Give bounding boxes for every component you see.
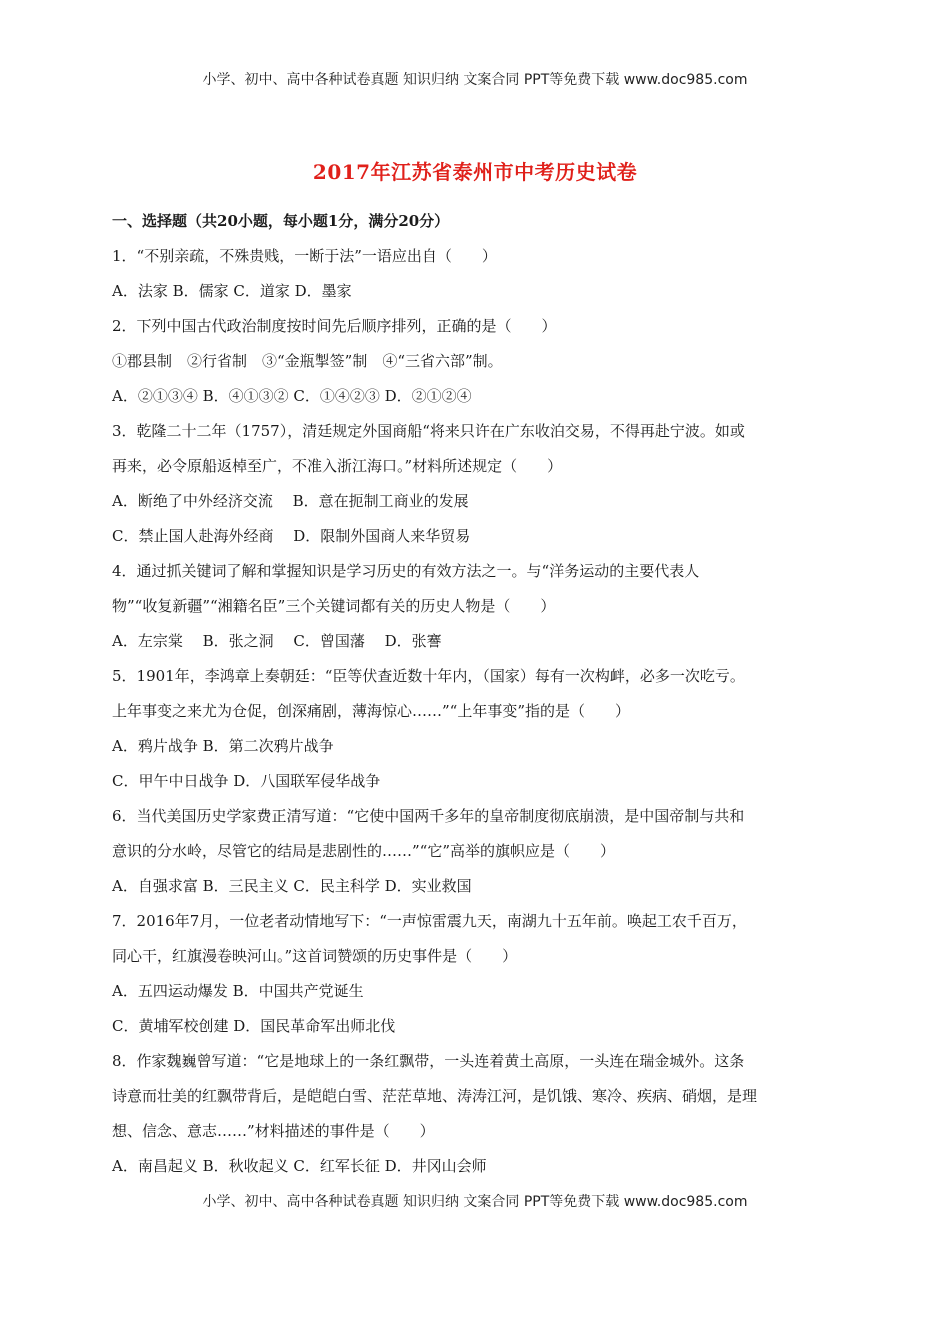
- question-1-stem: 1．“不别亲疏，不殊贵贱，一断于法”一语应出自（ ）: [112, 247, 497, 265]
- question-8-options: A．南昌起义 B．秋收起义 C．红军长征 D．井冈山会师: [112, 1157, 487, 1175]
- question-1-options: A．法家 B．儒家 C．道家 D．墨家: [112, 282, 352, 300]
- question-3-options-cd: C．禁止国人赴海外经商 D．限制外国商人来华贸易: [112, 527, 471, 545]
- question-4-options: A．左宗棠 B．张之洞 C．曾国藩 D．张謇: [112, 632, 442, 650]
- question-4-stem-line1: 4．通过抓关键词了解和掌握知识是学习历史的有效方法之一。与“洋务运动的主要代表人: [112, 562, 700, 580]
- question-6-stem-line2: 意识的分水岭，尽管它的结局是悲剧性的……”“它”高举的旗帜应是（ ）: [112, 842, 616, 860]
- question-7-options-ab: A．五四运动爆发 B．中国共产党诞生: [112, 982, 364, 1000]
- question-7-stem-line2: 同心干，红旗漫卷映河山。”这首词赞颂的历史事件是（ ）: [112, 947, 518, 965]
- page-footer: 小学、初中、高中各种试卷真题 知识归纳 文案合同 PPT等免费下载 www.doc985.com: [202, 1194, 748, 1210]
- question-3-stem-line2: 再来，必令原船返棹至广，不准入浙江海口。”材料所述规定（ ）: [112, 457, 563, 475]
- question-7-stem-line1: 7．2016年7月，一位老者动情地写下：“一声惊雷震九天，南湖九十五年前。唤起工农千百万，: [112, 912, 747, 930]
- exam-content: [112, 204, 840, 1184]
- question-6-options: A．自强求富 B．三民主义 C．民主科学 D．实业救国: [112, 877, 472, 895]
- question-5-stem-line2: 上年事变之来尤为仓促，创深痛剧，薄海惊心……”“上年事变”指的是（ ）: [112, 702, 631, 720]
- question-3-options-ab: A．断绝了中外经济交流 B．意在扼制工商业的发展: [112, 492, 469, 510]
- question-5-options-cd: C．甲午中日战争 D．八国联军侵华战争: [112, 772, 381, 790]
- question-7-options-cd: C．黄埔军校创建 D．国民革命军出师北伐: [112, 1017, 396, 1035]
- section-heading: 一、选择题（共20小题，每小题1分，满分20分）: [112, 212, 450, 230]
- question-8-stem-line3: 想、信念、意志……”材料描述的事件是（ ）: [112, 1122, 435, 1140]
- question-5-options-ab: A．鸦片战争 B．第二次鸦片战争: [112, 737, 334, 755]
- question-8-stem-line1: 8．作家魏巍曾写道：“它是地球上的一条红飘带，一头连着黄土高原，一头连在瑞金城外。这条: [112, 1052, 745, 1070]
- question-2-options: A．②①③④ B．④①③② C．①④②③ D．②①②④: [112, 387, 472, 405]
- question-6-stem-line1: 6．当代美国历史学家费正清写道：“它使中国两千多年的皇帝制度彻底崩溃，是中国帝制与共和: [112, 807, 745, 825]
- question-5-stem-line1: 5．1901年，李鸿章上奏朝廷：“臣等伏查近数十年内，（国家）每有一次构衅，必多一次吃亏。: [112, 667, 745, 685]
- question-3-stem-line1: 3．乾隆二十二年（1757），清廷规定外国商船“将来只许在广东收泊交易，不得再赴宁波。如或: [112, 422, 745, 440]
- question-2-items: ①郡县制 ②行省制 ③“金瓶掣签”制 ④“三省六部”制。: [112, 352, 503, 370]
- question-2-stem: 2．下列中国古代政治制度按时间先后顺序排列，正确的是（ ）: [112, 317, 557, 335]
- exam-title: 2017年江苏省泰州市中考历史试卷: [312, 160, 638, 184]
- question-8-stem-line2: 诗意而壮美的红飘带背后，是皑皑白雪、茫茫草地、涛涛江河，是饥饿、寒冷、疾病、硝烟，是理: [112, 1087, 758, 1105]
- page-header: 小学、初中、高中各种试卷真题 知识归纳 文案合同 PPT等免费下载 www.doc985.com: [202, 72, 748, 88]
- question-4-stem-line2: 物”“收复新疆”“湘籍名臣”三个关键词都有关的历史人物是（ ）: [112, 597, 556, 615]
